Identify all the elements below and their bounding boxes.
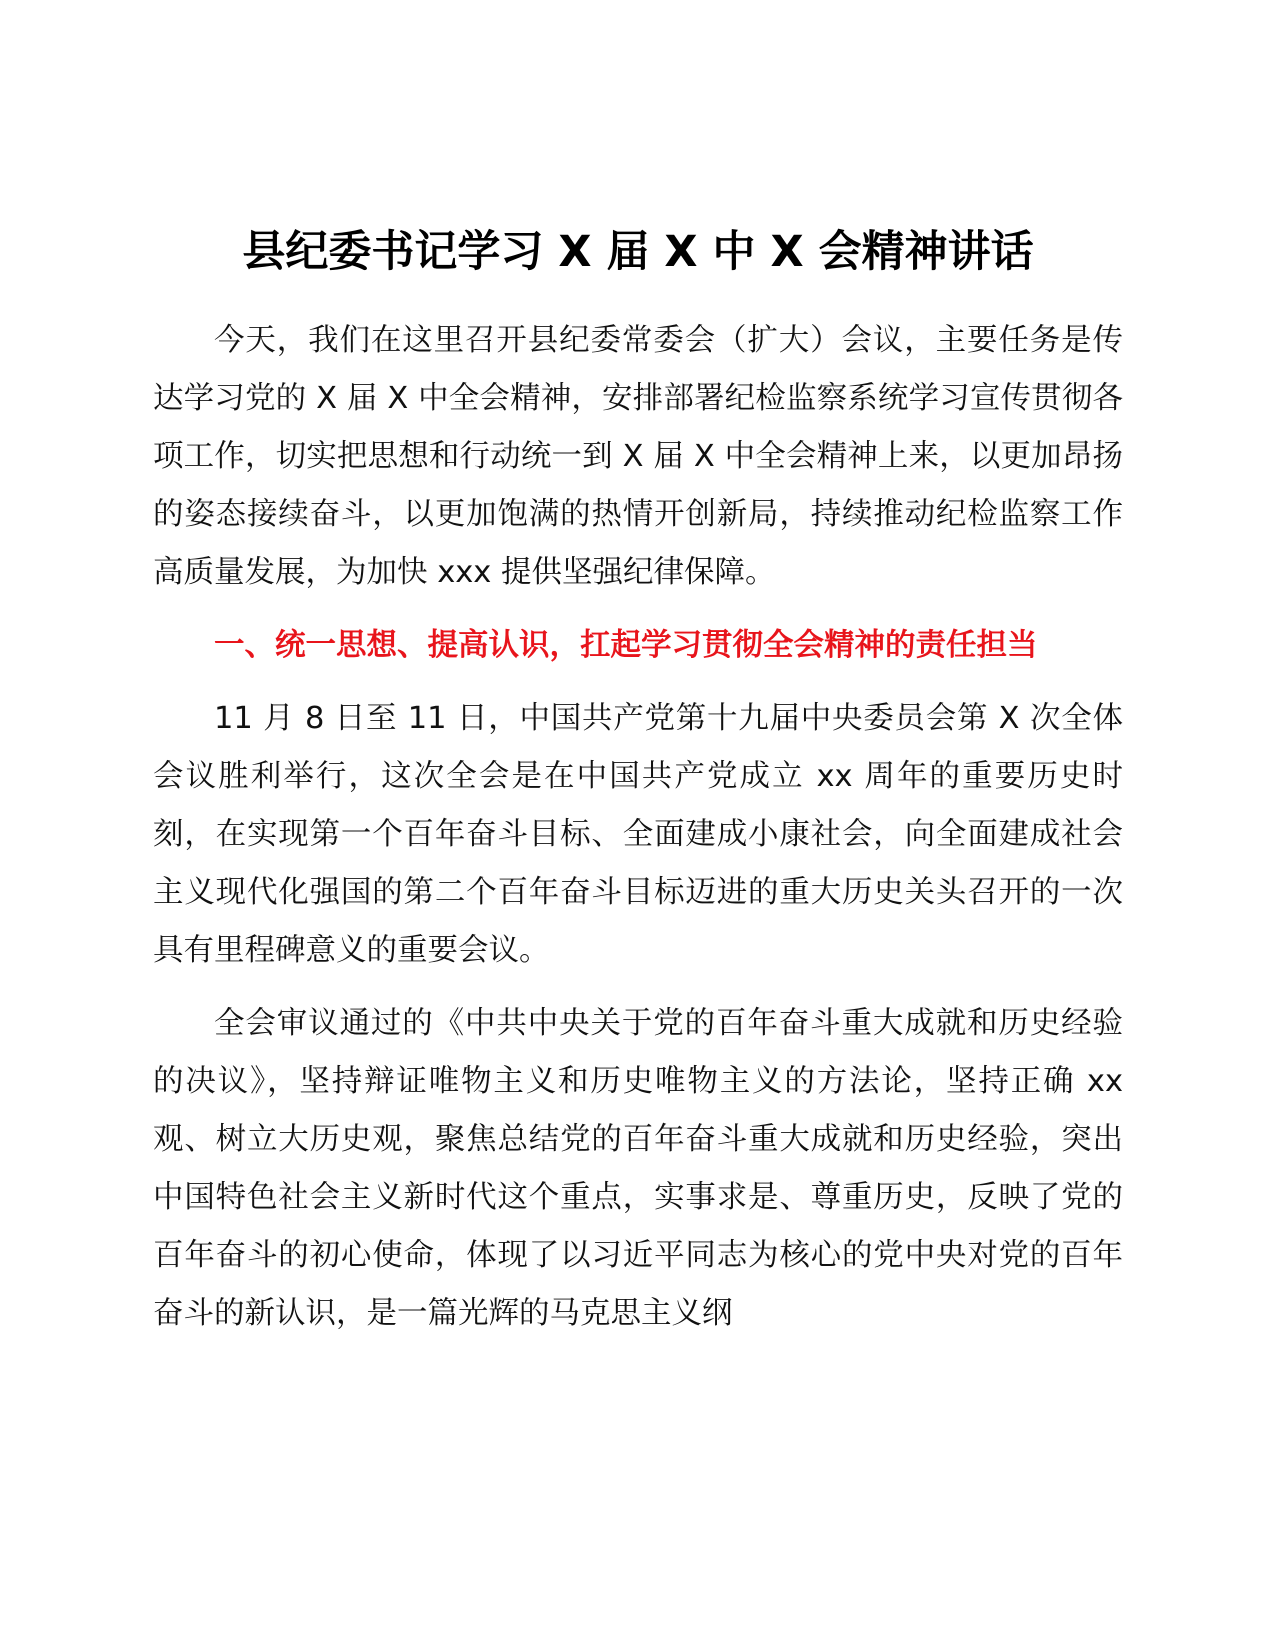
document-title: 县纪委书记学习 X 届 X 中 X 会精神讲话 bbox=[242, 227, 1034, 277]
section-paragraph-1: 11 月 8 日至 11 日，中国共产党第十九届中央委员会第 X 次全体会议胜利举行，这次全会是在中国共产党成立 xx 周年的重要历史时刻，在实现第一个百年奋斗目标、全面建成小康社会，向全面建成社会主义现代化强国的第二个百年奋斗目标迈进的重大历史关头召开的一次具有里程碑意义的重要会议。 bbox=[153, 701, 1123, 968]
intro-paragraph: 今天，我们在这里召开县纪委常委会（扩大）会议，主要任务是传达学习党的 X 届 X 中全会精神，安排部署纪检监察系统学习宣传贯彻各项工作，切实把思想和行动统一到 X 届 X 中全会精神上来，以更加昂扬的姿态接续奋斗，以更加饱满的热情开创新局，持续推动纪检监察工作高质量发展，为加快 xxx 提供坚强纪律保障。 bbox=[153, 323, 1123, 590]
document-body bbox=[153, 222, 1123, 1358]
section-heading: 一、统一思想、提高认识，扛起学习贯彻全会精神的责任担当 bbox=[214, 628, 1038, 663]
section-paragraph-2: 全会审议通过的《中共中央关于党的百年奋斗重大成就和历史经验的决议》，坚持辩证唯物主义和历史唯物主义的方法论，坚持正确 xx 观、树立大历史观，聚焦总结党的百年奋斗重大成就和历史经验，突出中国特色社会主义新时代这个重点，实事求是、尊重历史，反映了党的百年奋斗的初心使命，体现了以习近平同志为核心的党中央对党的百年奋斗的新认识，是一篇光辉的马克思主义纲 bbox=[153, 1006, 1123, 1331]
